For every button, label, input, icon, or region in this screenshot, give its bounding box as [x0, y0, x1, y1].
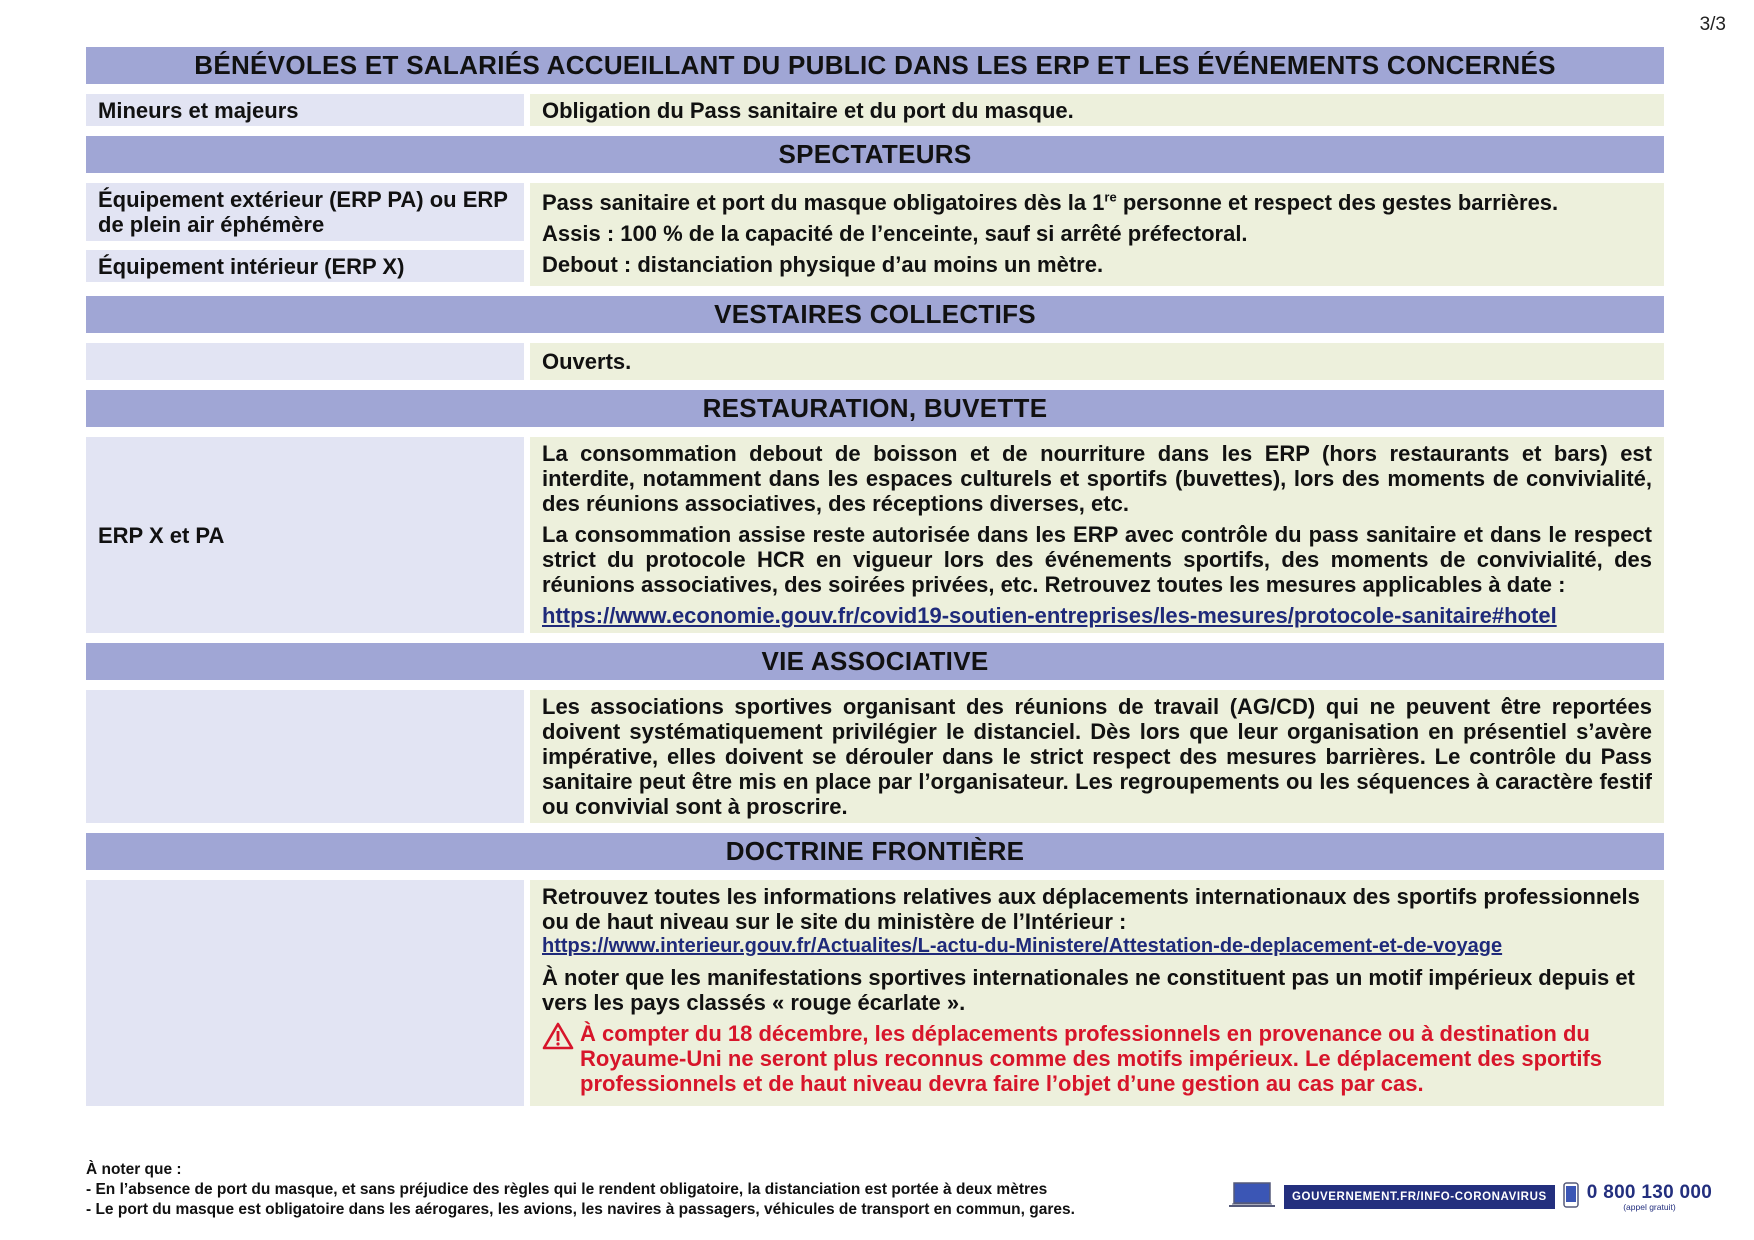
vie-associative-paragraph: Les associations sportives organisant des réunions de travail (AG/CD) qui ne peuvent être reportées doivent systématiquement privilégier le distanciel. Dès lors que leur organisation en présentiel s’avère impérative, elles doivent se dérouler dans le strict respect des mesures barrières. Le contrôle du Pass sanitaire peut être mis en place par l’organisateur. Les regroupements ou les séquences à caractère festif ou convivial sont à proscrire.: [542, 694, 1652, 819]
gov-url-link[interactable]: GOUVERNEMENT.FR/INFO-CORONAVIRUS: [1284, 1185, 1555, 1209]
table-row: [86, 690, 1664, 823]
row-label-column: [86, 880, 524, 1106]
row-content: [530, 94, 1664, 126]
section-header-spectateurs: SPECTATEURS: [86, 136, 1664, 173]
warning-text: À compter du 18 décembre, les déplacements professionnels en provenance ou à destination du Royaume-Uni ne seront plus reconnus comme des motifs impérieux. Le déplacement des sportifs professionnels et de haut niveau devra faire l’objet d’une gestion au cas par cas.: [580, 1021, 1603, 1096]
spectateurs-line-2: Assis : 100 % de la capacité de l’enceinte, sauf si arrêté préfectoral.: [542, 221, 1248, 246]
gov-info-banner: [1228, 1179, 1712, 1215]
row-label-interieur: Équipement intérieur (ERP X): [86, 250, 524, 282]
interieur-attestation-link[interactable]: https://www.interieur.gouv.fr/Actualites/L-actu-du-Ministere/Attestation-de-deplacement-et-de-voyage: [542, 935, 1503, 957]
row-label-column: [86, 183, 524, 286]
table-row: [86, 94, 1664, 126]
row-label-exterieur: Équipement extérieur (ERP PA) ou ERP de plein air éphémère: [86, 183, 524, 241]
spectateurs-line-1: Pass sanitaire et port du masque obligatoires dès la 1re personne et respect des gestes barrières.: [542, 189, 1559, 215]
smartphone-icon: [1563, 1182, 1579, 1213]
restauration-paragraph-1: La consommation debout de boisson et de nourriture dans les ERP (hors restaurants et bars) est interdite, notamment dans les espaces culturels et sportifs (buvettes), lors des moments de convivialité, des réunions associatives, des réceptions diverses, etc.: [542, 441, 1652, 516]
row-text: Ouverts.: [542, 349, 632, 374]
measures-table: [86, 47, 1664, 1116]
phone-number[interactable]: 0 800 130 000: [1586, 1181, 1713, 1203]
spectateurs-line-3: Debout : distanciation physique d’au moins un mètre.: [542, 252, 1104, 277]
table-row: [86, 183, 1664, 286]
row-text: Obligation du Pass sanitaire et du port du masque.: [542, 97, 1074, 123]
row-content: [530, 183, 1664, 286]
phone-note: (appel gratuit): [1623, 1201, 1676, 1212]
section-header-doctrine-frontiere: DOCTRINE FRONTIÈRE: [86, 833, 1664, 870]
row-label-column: [86, 690, 524, 823]
row-label: [86, 690, 524, 823]
row-content: [530, 880, 1664, 1106]
row-label: Mineurs et majeurs: [86, 94, 524, 126]
row-label-column: [86, 343, 524, 380]
section-header-restauration: RESTAURATION, BUVETTE: [86, 390, 1664, 427]
table-row: [86, 437, 1664, 633]
footer-notes-title: À noter que :: [86, 1161, 182, 1178]
footer-note-1: - En l’absence de port du masque, et sans préjudice des règles qui le rendent obligatoire, la distanciation est portée à deux mètres: [86, 1181, 1048, 1198]
economie-protocole-link[interactable]: https://www.economie.gouv.fr/covid19-soutien-entreprises/les-mesures/protocole-sanitaire#hotel: [542, 603, 1557, 628]
frontiere-paragraph-1: Retrouvez toutes les informations relatives aux déplacements internationaux des sportifs professionnels ou de haut niveau sur le site du ministère de l’Intérieur :: [542, 884, 1640, 934]
row-content: [530, 437, 1664, 633]
row-content: [530, 343, 1664, 380]
table-row: [86, 880, 1664, 1106]
section-header-benevoles: BÉNÉVOLES ET SALARIÉS ACCUEILLANT DU PUBLIC DANS LES ERP ET LES ÉVÉNEMENTS CONCERNÉS: [86, 47, 1664, 84]
section-header-vie-associative: VIE ASSOCIATIVE: [86, 643, 1664, 680]
row-label: [86, 343, 524, 380]
section-header-vestiaires: VESTAIRES COLLECTIFS: [86, 296, 1664, 333]
row-label-column: [86, 437, 524, 633]
laptop-icon: [1228, 1182, 1276, 1213]
table-row: [86, 343, 1664, 380]
hotline: [1587, 1183, 1712, 1212]
row-label-erp-x-pa: ERP X et PA: [86, 437, 524, 633]
restauration-paragraph-2: La consommation assise reste autorisée dans les ERP avec contrôle du pass sanitaire et dans le respect strict du protocole HCR en vigueur lors des événements sportifs, des moments de convivialité, des réunions associatives, des soirées privées, etc. Retrouvez toutes les mesures applicables à date :: [542, 522, 1652, 597]
footer-notes: [86, 1160, 1075, 1220]
footer-note-2: - Le port du masque est obligatoire dans les aérogares, les avions, les navires à passagers, véhicules de transport en commun, gares.: [86, 1201, 1075, 1218]
frontiere-paragraph-2: À noter que les manifestations sportives internationales ne constituent pas un motif impérieux depuis et vers les pays classés « rouge écarlate ».: [542, 965, 1635, 1015]
row-label: [86, 880, 524, 1106]
warning-triangle-icon: [542, 1021, 580, 1096]
warning-notice: [542, 1021, 1652, 1096]
row-label-column: [86, 94, 524, 126]
page-number: 3/3: [1699, 14, 1726, 35]
row-content: [530, 690, 1664, 823]
